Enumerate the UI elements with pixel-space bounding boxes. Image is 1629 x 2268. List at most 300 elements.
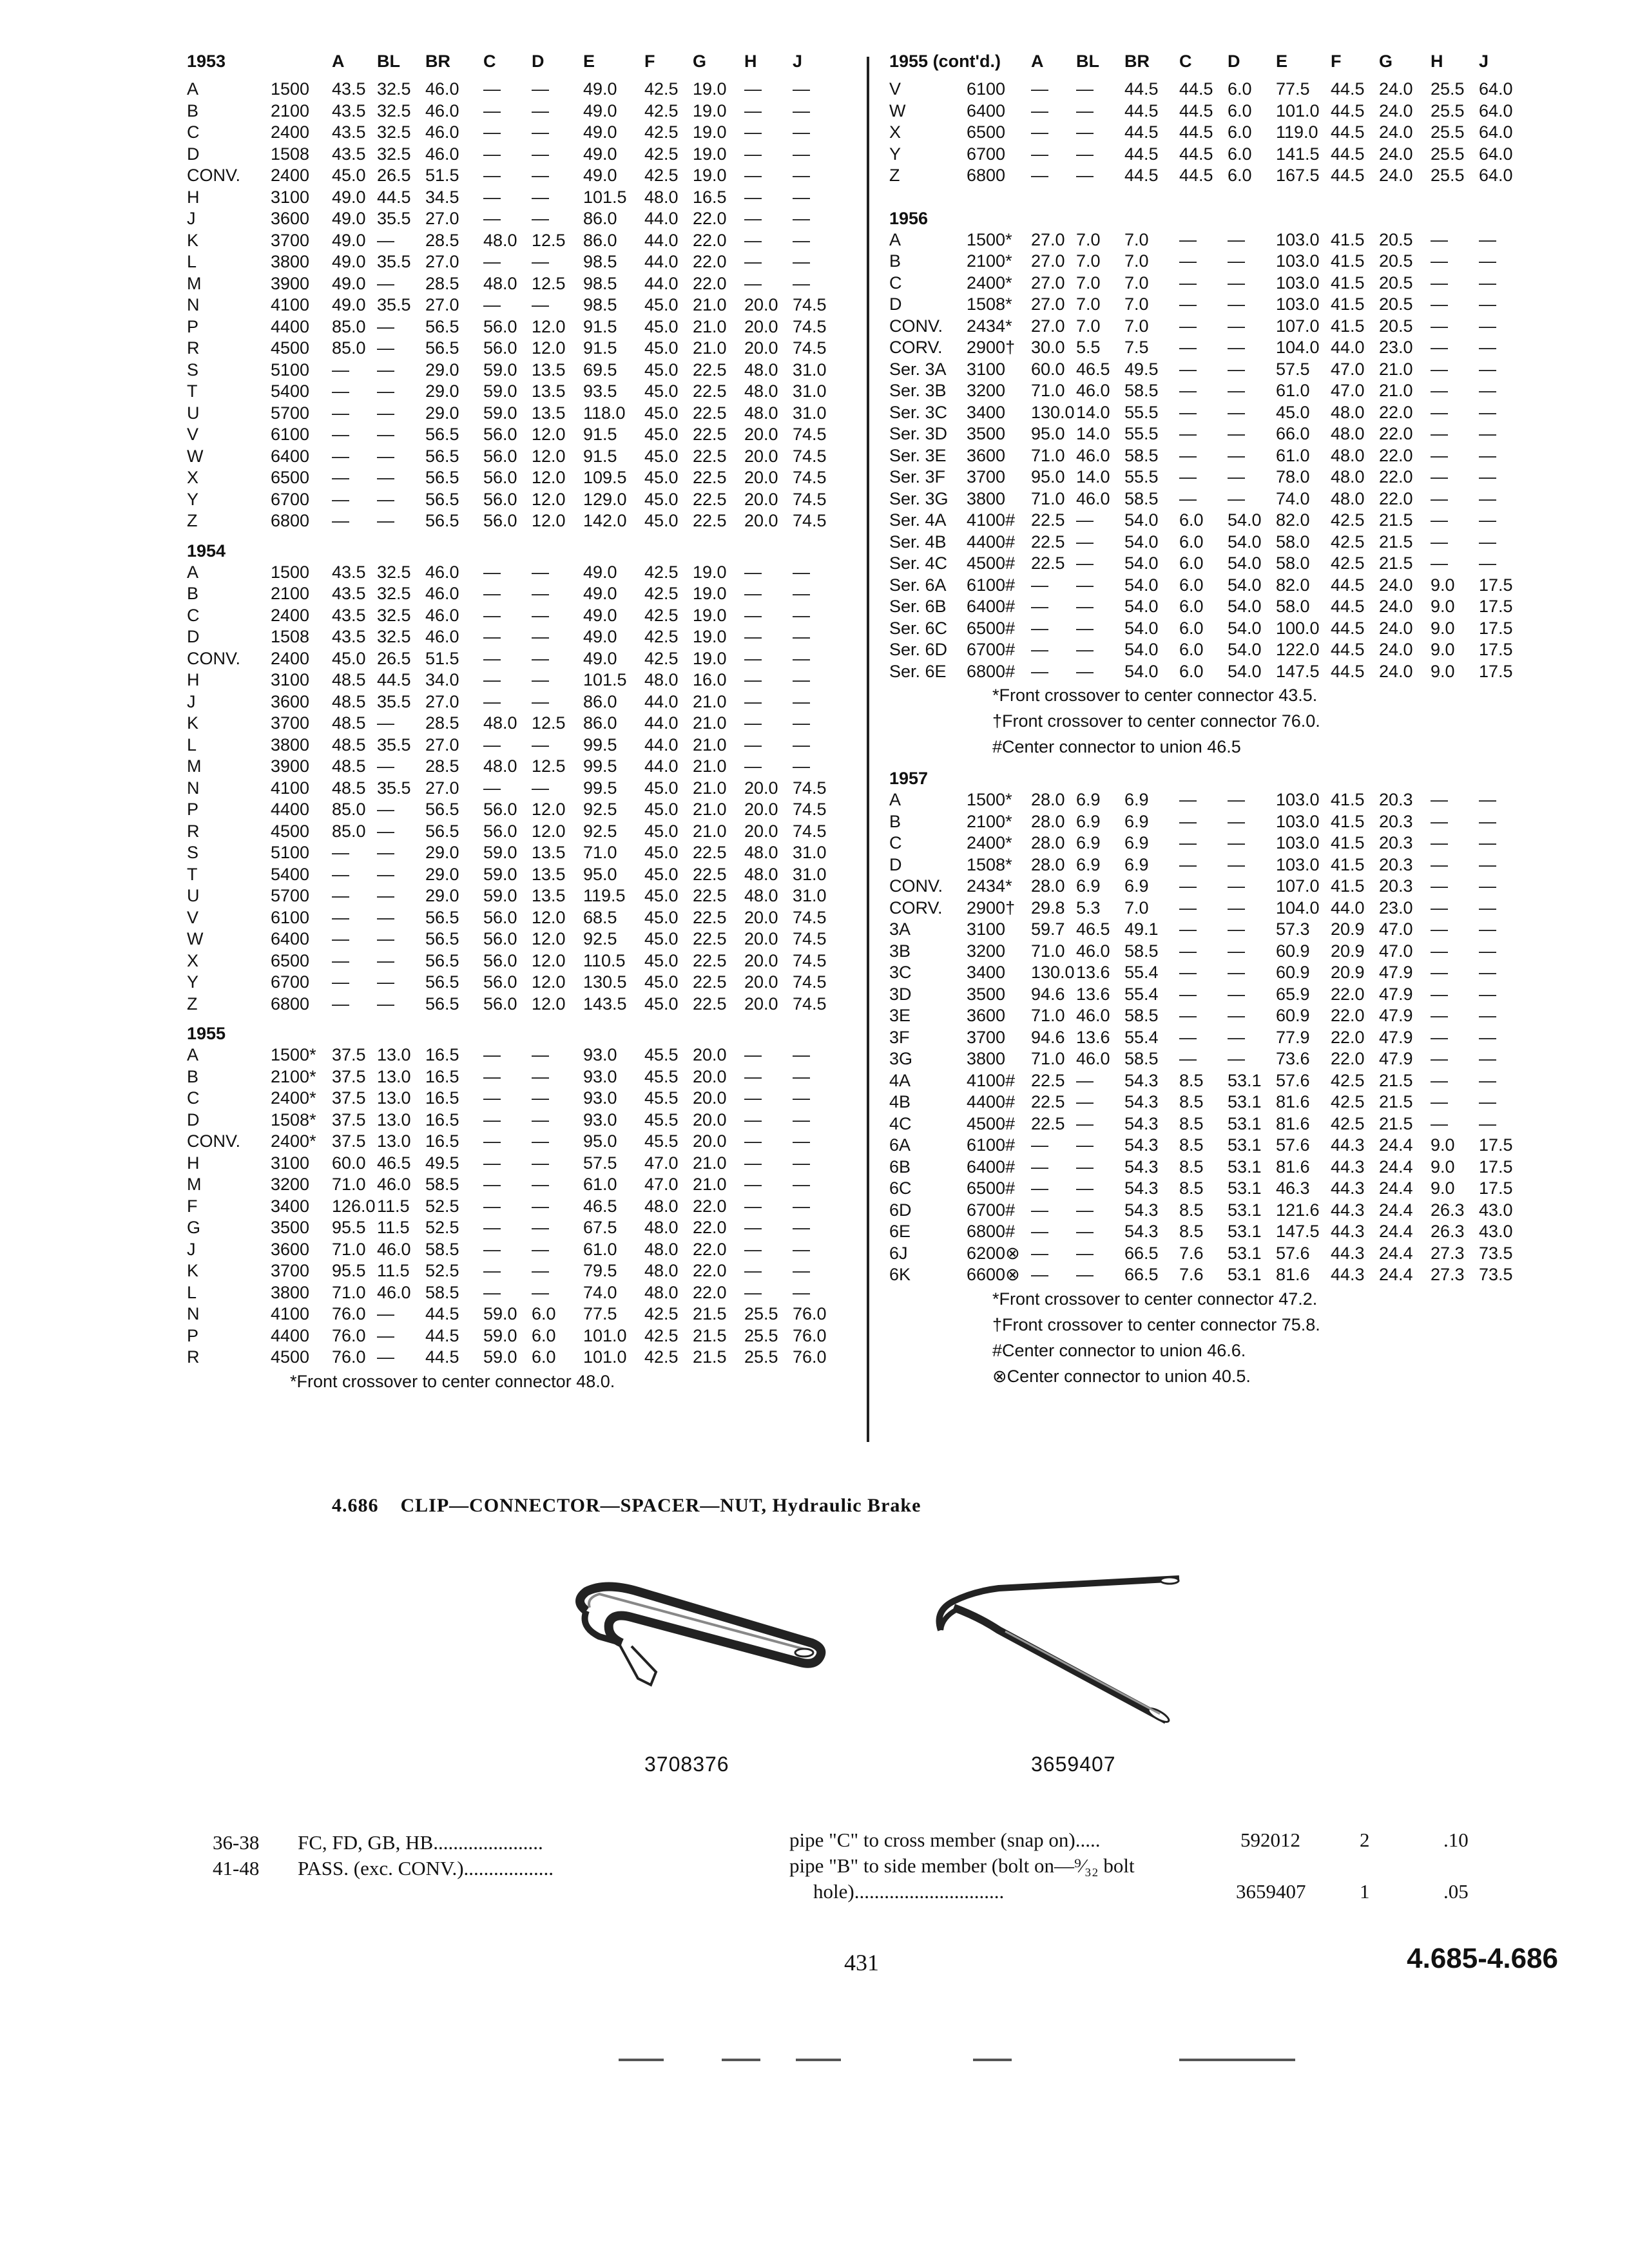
snap-on-clip-icon	[561, 1566, 831, 1701]
dimension-cell: 47.0	[1331, 381, 1365, 400]
dimension-cell: —	[483, 1196, 501, 1216]
dimension-cell: 46.5	[583, 1196, 617, 1216]
table-row	[889, 165, 1592, 187]
dimension-cell: 86.0	[583, 691, 617, 711]
dimension-cell: 6.9	[1076, 790, 1101, 809]
dimension-cell: 45.0	[644, 907, 679, 927]
dimension-cell: 24.4	[1379, 1243, 1413, 1263]
dimension-cell: 22.0	[1379, 488, 1413, 508]
dimension-cell: 31.0	[793, 864, 827, 884]
right-table	[889, 50, 1592, 1389]
dimension-cell: 103.0	[1276, 811, 1320, 831]
model-code: CORV.	[889, 898, 943, 918]
dimension-cell: —	[1479, 294, 1496, 314]
dimension-cell: 85.0	[332, 800, 366, 819]
dimension-cell: 42.5	[1331, 1092, 1365, 1111]
series-number: 3200	[271, 1175, 310, 1194]
model-code: H	[187, 670, 200, 689]
table-row	[187, 648, 857, 670]
dimension-cell: 82.0	[1276, 575, 1310, 595]
part-number-2: 3659407	[1031, 1753, 1116, 1776]
series-number: 3800	[271, 1282, 310, 1302]
table-row	[889, 445, 1592, 467]
dimension-cell: 44.5	[377, 187, 411, 207]
table-row	[187, 381, 857, 403]
model-code: 6J	[889, 1243, 908, 1263]
dimension-cell: 43.5	[332, 584, 366, 603]
dimension-cell: —	[532, 187, 549, 207]
dimension-cell: 56.0	[483, 489, 517, 509]
dimension-cell: 44.5	[1124, 79, 1159, 99]
series-number: 6500#	[967, 1178, 1016, 1198]
dimension-cell: 28.5	[425, 230, 459, 250]
dimension-cell: 45.0	[644, 511, 679, 530]
app-qty-1: 2	[1360, 1829, 1370, 1851]
series-number: 2100	[271, 101, 310, 120]
dimension-cell: 22.0	[1331, 1049, 1365, 1068]
dimension-cell: 19.0	[693, 122, 727, 142]
table-row	[187, 294, 857, 316]
dimension-cell: 60.9	[1276, 1006, 1310, 1025]
dimension-cell: —	[793, 1088, 810, 1108]
dimension-cell: —	[532, 648, 549, 668]
dimension-cell: —	[1179, 445, 1197, 465]
dimension-cell: 71.0	[1031, 941, 1065, 961]
dimension-cell: 44.5	[1331, 618, 1365, 638]
model-code: Ser. 3F	[889, 467, 946, 486]
series-number: 3500	[967, 424, 1006, 443]
dimension-cell: 66.5	[1124, 1265, 1159, 1284]
dimension-cell: 48.0	[644, 1261, 679, 1280]
series-number: 1508*	[967, 294, 1012, 314]
dimension-cell: 85.0	[332, 338, 366, 358]
dimension-cell: 59.0	[483, 864, 517, 884]
series-number: 4100#	[967, 1070, 1016, 1090]
dimension-cell: 93.5	[583, 381, 617, 401]
model-code: 6K	[889, 1265, 911, 1284]
dimension-cell: 29.8	[1031, 898, 1065, 918]
table-row	[889, 1243, 1592, 1265]
table-row	[889, 1005, 1592, 1027]
series-number: 6100	[271, 425, 310, 444]
dimension-cell: 24.0	[1379, 166, 1413, 185]
series-number: 4400#	[967, 532, 1016, 552]
dimension-cell: 20.0	[744, 800, 778, 819]
model-code: 3E	[889, 1006, 911, 1025]
dimension-cell: 19.0	[693, 562, 727, 582]
dimension-cell: 47.9	[1379, 1006, 1413, 1025]
table-row	[187, 735, 857, 756]
dimension-cell: 49.0	[332, 273, 366, 293]
series-number: 5400	[271, 864, 310, 884]
dimension-cell: 35.5	[377, 735, 411, 754]
dimension-cell: 49.0	[583, 648, 617, 668]
dimension-cell: 6.0	[1228, 79, 1252, 99]
dimension-cell: —	[1431, 273, 1448, 293]
dimension-cell: —	[744, 670, 762, 689]
app-desc-2: pipe "B" to side member (bolt on—⁹⁄₃₂ bolt	[789, 1854, 1135, 1877]
dimension-cell: 7.0	[1076, 316, 1101, 336]
app-desc-2-cont: hole)..............................	[813, 1880, 1005, 1903]
model-code: A	[187, 562, 199, 582]
dimension-cell: —	[1031, 597, 1048, 616]
dimension-cell: 45.0	[644, 489, 679, 509]
dimension-cell: —	[744, 1066, 762, 1086]
dimension-cell: 45.0	[644, 446, 679, 466]
model-code: V	[187, 425, 199, 444]
dimension-cell: 54.0	[1228, 553, 1262, 573]
series-number: 3100	[271, 187, 310, 207]
dimension-cell: 25.5	[744, 1325, 778, 1345]
table-row	[889, 962, 1592, 984]
model-code: CONV.	[889, 876, 943, 896]
dimension-cell: 58.5	[1124, 488, 1159, 508]
dimension-cell: 51.5	[425, 648, 459, 668]
dimension-cell: 42.5	[644, 627, 679, 646]
dimension-cell: 46.5	[1076, 919, 1110, 939]
model-code: M	[187, 1175, 202, 1194]
dimension-cell: —	[744, 1261, 762, 1280]
dimension-cell: —	[1228, 402, 1245, 422]
dimension-cell: 74.5	[793, 425, 827, 444]
dimension-cell: 45.0	[644, 338, 679, 358]
series-number: 1500	[271, 562, 310, 582]
dimension-cell: 16.5	[425, 1088, 459, 1108]
table-row	[187, 864, 857, 886]
dimension-cell: 31.0	[793, 403, 827, 423]
series-number: 5700	[271, 886, 310, 905]
dimension-cell: 54.0	[1124, 661, 1159, 681]
dimension-cell: 13.0	[377, 1066, 411, 1086]
dimension-cell: —	[377, 821, 394, 841]
dimension-cell: 41.5	[1331, 294, 1365, 314]
dimension-cell: 74.5	[793, 446, 827, 466]
dimension-cell: —	[793, 1282, 810, 1302]
series-number: 3100	[271, 1153, 310, 1173]
table-row	[187, 1303, 857, 1325]
dimension-cell: —	[1431, 1027, 1448, 1047]
dimension-cell: —	[332, 907, 349, 927]
column-header: J	[793, 52, 803, 71]
dimension-cell: 26.5	[377, 648, 411, 668]
dimension-cell: 48.0	[644, 1239, 679, 1259]
model-code: 4A	[889, 1070, 911, 1090]
dimension-cell: 24.0	[1379, 122, 1413, 142]
column-header: A	[332, 52, 345, 71]
dimension-cell: 81.6	[1276, 1113, 1310, 1133]
dimension-cell: 20.0	[744, 489, 778, 509]
series-number: 4500	[271, 1347, 310, 1367]
section-title	[332, 1495, 921, 1517]
dimension-cell: —	[1076, 1092, 1094, 1111]
dimension-cell: 7.5	[1124, 338, 1149, 357]
model-code: U	[187, 886, 200, 905]
footnote: #Center connector to union 46.5	[992, 737, 1241, 756]
dimension-cell: 42.5	[644, 122, 679, 142]
dimension-cell: —	[1479, 229, 1496, 249]
series-number: 3100	[967, 359, 1006, 379]
dimension-cell: 29.0	[425, 864, 459, 884]
dimension-cell: 74.5	[793, 295, 827, 314]
dimension-cell: 77.5	[583, 1304, 617, 1323]
series-number: 6200⊗	[967, 1243, 1020, 1263]
dimension-cell: 44.5	[1331, 144, 1365, 164]
dimension-cell: 49.0	[583, 144, 617, 164]
dimension-cell: —	[377, 338, 394, 358]
dimension-cell: 13.6	[1076, 984, 1110, 1004]
dimension-cell: 45.0	[644, 886, 679, 905]
dimension-cell: 66.5	[1124, 1243, 1159, 1263]
dimension-cell: 6.0	[1228, 122, 1252, 142]
dimension-cell: 32.5	[377, 144, 411, 164]
dimension-cell: —	[1179, 381, 1197, 400]
series-number: 6800	[271, 511, 310, 530]
dimension-cell: 21.0	[693, 338, 727, 358]
dimension-cell: 56.5	[425, 446, 459, 466]
dimension-cell: 22.5	[693, 972, 727, 992]
dimension-cell: 129.0	[583, 489, 627, 509]
dimension-cell: —	[744, 252, 762, 271]
dimension-cell: 54.0	[1124, 553, 1159, 573]
dimension-cell: 21.0	[693, 735, 727, 754]
dimension-cell: 130.0	[1031, 963, 1075, 982]
dimension-cell: —	[532, 1110, 549, 1129]
dimension-cell: 30.0	[1031, 338, 1065, 357]
dimension-cell: 44.5	[425, 1347, 459, 1367]
dimension-cell: —	[1479, 1027, 1496, 1047]
table-row	[187, 230, 857, 252]
dimension-cell: 22.5	[693, 381, 727, 401]
column-header: F	[644, 52, 655, 71]
dimension-cell: —	[1479, 488, 1496, 508]
dimension-cell: 47.9	[1379, 1049, 1413, 1068]
dimension-cell: 48.0	[744, 381, 778, 401]
model-code: Z	[187, 994, 198, 1014]
dimension-cell: —	[793, 713, 810, 733]
dimension-cell: 76.0	[332, 1304, 366, 1323]
model-code: B	[889, 251, 901, 271]
table-row	[187, 972, 857, 994]
series-number: 1508*	[271, 1110, 316, 1129]
dimension-cell: 21.5	[1379, 553, 1413, 573]
footnote: #Center connector to union 46.6.	[992, 1340, 1246, 1360]
dimension-cell: —	[1228, 294, 1245, 314]
dimension-cell: 74.5	[793, 907, 827, 927]
dimension-cell: 110.5	[583, 950, 626, 970]
dimension-cell: 49.0	[583, 79, 617, 99]
dimension-cell: 103.0	[1276, 273, 1320, 293]
dimension-cell: 59.0	[483, 1347, 517, 1367]
table-row	[889, 639, 1592, 661]
dimension-cell: 48.0	[644, 1282, 679, 1302]
dimension-cell: 44.0	[644, 209, 679, 228]
dimension-cell: 54.0	[1124, 532, 1159, 552]
app-years-1: 36-38	[213, 1831, 260, 1854]
table-row	[187, 842, 857, 864]
dimension-cell: 7.0	[1124, 898, 1149, 918]
series-number: 6500	[271, 950, 310, 970]
dimension-cell: 44.5	[1179, 101, 1213, 120]
dimension-cell: 71.0	[1031, 488, 1065, 508]
dimension-cell: 44.3	[1331, 1135, 1365, 1155]
dimension-cell: —	[1076, 101, 1094, 120]
dimension-cell: 57.6	[1276, 1243, 1310, 1263]
series-number: 2400	[271, 166, 310, 185]
table-row	[889, 532, 1592, 553]
dimension-cell: 71.0	[332, 1239, 366, 1259]
series-number: 3600	[967, 445, 1006, 465]
model-code: Ser. 4A	[889, 510, 947, 530]
dimension-cell: 37.5	[332, 1045, 366, 1064]
model-code: G	[187, 1218, 201, 1237]
dimension-cell: 142.0	[583, 511, 627, 530]
dimension-cell: 22.5	[693, 864, 727, 884]
dimension-cell: —	[1479, 854, 1496, 874]
series-number: 4500	[271, 338, 310, 358]
series-number: 4100	[271, 1304, 310, 1323]
dimension-cell: 19.0	[693, 648, 727, 668]
dimension-cell: 22.5	[693, 843, 727, 862]
dimension-cell: 53.1	[1228, 1243, 1262, 1263]
dimension-cell: —	[332, 425, 349, 444]
dimension-cell: —	[532, 122, 549, 142]
dimension-cell: —	[483, 1131, 501, 1151]
dimension-cell: 21.5	[1379, 1092, 1413, 1111]
dimension-cell: —	[793, 1131, 810, 1151]
dimension-cell: 49.0	[332, 295, 366, 314]
dimension-cell: —	[1179, 984, 1197, 1004]
dimension-cell: 107.0	[1276, 876, 1320, 896]
dimension-cell: 27.3	[1431, 1265, 1465, 1284]
dimension-cell: 11.5	[377, 1261, 410, 1280]
dimension-cell: 81.6	[1276, 1157, 1310, 1177]
dimension-cell: 8.5	[1179, 1222, 1204, 1241]
dimension-cell: 43.5	[332, 79, 366, 99]
table-row	[889, 380, 1592, 402]
dimension-cell: 25.5	[744, 1304, 778, 1323]
column-header: E	[1276, 52, 1288, 71]
dimension-cell: 6.0	[532, 1325, 556, 1345]
dimension-cell: 48.0	[483, 713, 517, 733]
app-qty-2: 1	[1360, 1880, 1370, 1903]
dimension-cell: 48.0	[744, 843, 778, 862]
dimension-cell: 32.5	[377, 584, 411, 603]
dimension-cell: 45.0	[332, 648, 366, 668]
dimension-cell: 46.0	[1076, 941, 1110, 961]
dimension-cell: 45.0	[1276, 402, 1310, 422]
dimension-cell: —	[744, 562, 762, 582]
series-number: 6400	[967, 101, 1006, 120]
dimension-cell: 64.0	[1479, 144, 1513, 164]
dimension-cell: —	[744, 1175, 762, 1194]
dimension-cell: —	[483, 187, 501, 207]
dimension-cell: 20.9	[1331, 941, 1365, 961]
dimension-cell: 45.0	[644, 778, 679, 798]
dimension-cell: —	[744, 713, 762, 733]
dimension-cell: 44.0	[644, 735, 679, 754]
dimension-cell: 71.0	[1031, 1006, 1065, 1025]
dimension-cell: —	[1228, 338, 1245, 357]
dimension-cell: 45.0	[644, 950, 679, 970]
dimension-cell: —	[1228, 898, 1245, 918]
dimension-cell: —	[483, 1110, 501, 1129]
dimension-cell: —	[1031, 1265, 1048, 1284]
model-code: Ser. 3C	[889, 402, 948, 422]
dimension-cell: —	[1431, 941, 1448, 961]
series-number: 6800	[271, 994, 310, 1014]
table-row	[187, 1088, 857, 1110]
dimension-cell: 46.0	[425, 79, 459, 99]
series-number: 3700	[271, 230, 310, 250]
dimension-cell: —	[793, 1239, 810, 1259]
dimension-cell: —	[332, 972, 349, 992]
dimension-cell: 64.0	[1479, 166, 1513, 185]
table-row	[187, 1325, 857, 1347]
dimension-cell: 95.5	[332, 1218, 366, 1237]
dimension-cell: 44.5	[1331, 122, 1365, 142]
dimension-cell: 76.0	[332, 1325, 366, 1345]
dimension-cell: 5.5	[1076, 338, 1101, 357]
table-row	[187, 799, 857, 821]
dimension-cell: 17.5	[1479, 661, 1513, 681]
dimension-cell: 6.0	[1228, 144, 1252, 164]
dimension-cell: 9.0	[1431, 1135, 1455, 1155]
dimension-cell: —	[1431, 467, 1448, 486]
dimension-cell: —	[1479, 1113, 1496, 1133]
dimension-cell: —	[1479, 381, 1496, 400]
dimension-cell: —	[1479, 876, 1496, 896]
dimension-cell: 26.3	[1431, 1222, 1465, 1241]
dimension-cell: —	[793, 273, 810, 293]
dimension-cell: 92.5	[583, 929, 617, 948]
dimension-cell: 22.5	[693, 468, 727, 487]
table-row	[187, 208, 857, 230]
series-number: 1500*	[967, 229, 1012, 249]
dimension-cell: 11.5	[377, 1196, 410, 1216]
series-number: 3700	[967, 467, 1006, 486]
dimension-cell: 95.0	[1031, 467, 1065, 486]
app-models-1: FC, FD, GB, HB......................	[298, 1831, 543, 1854]
dimension-cell: —	[1179, 251, 1197, 271]
dimension-cell: 6.9	[1076, 876, 1101, 896]
dimension-cell: 54.3	[1124, 1070, 1159, 1090]
dimension-cell: 65.9	[1276, 984, 1310, 1004]
dimension-cell: 20.3	[1379, 854, 1413, 874]
dimension-cell: —	[1479, 898, 1496, 918]
scan-mark	[973, 2059, 1012, 2061]
dimension-cell: 7.0	[1124, 273, 1149, 293]
series-number: 3200	[967, 941, 1006, 961]
table-row	[187, 994, 857, 1015]
dimension-cell: —	[793, 187, 810, 207]
series-number: 6400#	[967, 597, 1016, 616]
dimension-cell: —	[1228, 229, 1245, 249]
dimension-cell: 57.6	[1276, 1135, 1310, 1155]
series-number: 4400	[271, 800, 310, 819]
dimension-cell: —	[1076, 1157, 1094, 1177]
dimension-cell: —	[1179, 1027, 1197, 1047]
dimension-cell: —	[532, 670, 549, 689]
dimension-cell: 74.5	[793, 468, 827, 487]
dimension-cell: 167.5	[1276, 166, 1320, 185]
dimension-cell: —	[1076, 553, 1094, 573]
dimension-cell: 7.0	[1076, 229, 1101, 249]
dimension-cell: 9.0	[1431, 1157, 1455, 1177]
dimension-cell: —	[1228, 876, 1245, 896]
model-code: R	[187, 338, 200, 358]
column-header: H	[744, 52, 757, 71]
dimension-cell: —	[377, 446, 394, 466]
